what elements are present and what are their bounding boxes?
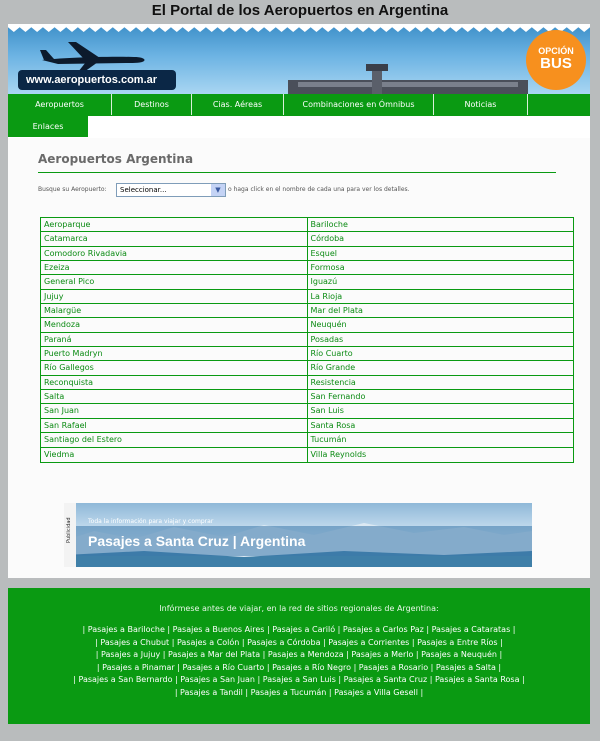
airport-terminal-icon (288, 64, 528, 94)
footer-link-line[interactable]: | Pasajes a Jujuy | Pasajes a Mar del Plata | Pasajes a Mendoza | Pasajes a Merlo | Pasajes a Neuquén | (95, 650, 503, 660)
ad-side-text: Publicidad (66, 517, 72, 543)
table-row (41, 290, 573, 304)
table-row (41, 347, 573, 361)
nav-item-cias-aereas[interactable]: Cias. Aéreas (192, 94, 284, 115)
airport-link[interactable]: Río Gallegos (41, 361, 308, 374)
footer-links (20, 624, 578, 700)
table-row (41, 218, 573, 232)
table-row (41, 448, 573, 462)
airport-link[interactable]: Río Cuarto (310, 349, 353, 359)
airport-link[interactable]: Posadas (310, 334, 344, 344)
title-divider (38, 172, 556, 173)
table-row (41, 261, 573, 275)
airport-link[interactable]: Río Grande (310, 363, 356, 373)
airport-link[interactable]: Mendoza (41, 318, 308, 331)
table-row (41, 361, 573, 375)
airport-link[interactable]: Viedma (41, 448, 308, 462)
footer-link-line[interactable]: | Pasajes a Chubut | Pasajes a Colón | Pasajes a Córdoba | Pasajes a Corrientes | Pasajes a Entre Ríos | (95, 637, 503, 647)
section-title: Aeropuertos Argentina (38, 152, 194, 166)
airport-link[interactable]: Esquel (310, 248, 338, 258)
table-row (41, 433, 573, 447)
airplane-icon (38, 38, 148, 74)
airport-link[interactable]: San Fernando (310, 392, 366, 402)
airport-select-value: Seleccionar... (120, 186, 167, 194)
airport-link[interactable]: Reconquista (41, 376, 308, 389)
nav-item-aeropuertos[interactable]: Aeropuertos (8, 94, 112, 115)
airport-link[interactable]: Mar del Plata (310, 306, 363, 316)
footer-link-line[interactable]: | Pasajes a Pinamar | Pasajes a Río Cuarto | Pasajes a Río Negro | Pasajes a Rosario | Pasajes a Salta | (96, 662, 502, 672)
airport-link[interactable]: Puerto Madryn (41, 347, 308, 360)
ad-side-label (64, 503, 76, 567)
airport-link[interactable]: Neuquén (310, 320, 347, 330)
airport-link[interactable]: Resistencia (310, 377, 356, 387)
airport-link[interactable]: Formosa (310, 263, 345, 273)
banner-zigzag-edge (8, 24, 590, 32)
footer-link-line[interactable]: | Pasajes a San Bernardo | Pasajes a San Juan | Pasajes a San Luis | Pasajes a Santa Cruz | Pasajes a Santa Rosa | (73, 675, 525, 685)
nav-item-noticias[interactable]: Noticias (434, 94, 528, 115)
airport-link[interactable]: Aeroparque (41, 218, 308, 231)
airport-link[interactable]: Iguazú (310, 277, 338, 287)
bus-option-badge[interactable] (526, 30, 586, 90)
airport-link[interactable]: Paraná (41, 333, 308, 346)
airport-link[interactable]: Salta (41, 390, 308, 403)
airport-link[interactable]: San Juan (41, 404, 308, 417)
search-hint: o haga click en el nombre de cada una para ver los detalles. (228, 186, 410, 193)
table-row (41, 419, 573, 433)
airport-link[interactable]: Santa Rosa (310, 420, 356, 430)
airport-link[interactable]: Jujuy (41, 290, 308, 303)
table-row (41, 404, 573, 418)
search-label: Busque su Aeropuerto: (38, 186, 107, 193)
bus-badge-bottom: BUS (540, 55, 572, 72)
site-url-badge[interactable]: www.aeropuertos.com.ar (18, 70, 176, 90)
airport-link[interactable]: Córdoba (310, 234, 345, 244)
nav-item-destinos[interactable]: Destinos (112, 94, 192, 115)
main-nav (8, 94, 590, 138)
nav-item-combinaciones[interactable]: Combinaciones en Ómnibus (284, 94, 434, 115)
airport-link[interactable]: Malargüe (41, 304, 308, 317)
footer-link-line[interactable]: | Pasajes a Tandil | Pasajes a Tucumán | Pasajes a Villa Gesell | (174, 687, 424, 697)
table-row (41, 376, 573, 390)
table-row (41, 275, 573, 289)
footer-link-line[interactable]: | Pasajes a Bariloche | Pasajes a Buenos Aires | Pasajes a Cariló | Pasajes a Carlos Paz | Pasajes a Cataratas | (82, 625, 516, 634)
table-row (41, 232, 573, 246)
table-row (41, 333, 573, 347)
airport-link[interactable]: Catamarca (41, 232, 308, 245)
page-title: El Portal de los Aeropuertos en Argentina (151, 2, 449, 19)
ad-title[interactable]: Pasajes a Santa Cruz | Argentina (88, 533, 306, 549)
airport-link[interactable]: San Luis (310, 406, 344, 416)
airport-select[interactable] (116, 183, 226, 197)
header-banner (8, 24, 590, 94)
footer-intro: Infórmese antes de viajar, en la red de sitios regionales de Argentina: (159, 604, 439, 613)
chevron-down-icon[interactable]: ▼ (211, 184, 225, 196)
airport-link[interactable]: San Rafael (41, 419, 308, 432)
airport-link[interactable]: La Rioja (310, 291, 343, 301)
airport-link[interactable]: General Pico (41, 275, 308, 288)
airport-link[interactable]: Ezeiza (41, 261, 308, 274)
ad-tagline: Toda la información para viajar y comprar (88, 518, 214, 525)
nav-second-row (8, 116, 590, 138)
bus-badge-top: OPCIÓN (538, 46, 574, 56)
table-row (41, 247, 573, 261)
airport-link[interactable]: Comodoro Rivadavia (41, 247, 308, 260)
airport-link[interactable]: Villa Reynolds (310, 449, 367, 459)
airport-link[interactable]: Tucumán (310, 435, 347, 445)
nav-item-enlaces[interactable]: Enlaces (8, 116, 88, 137)
airport-table (40, 217, 574, 463)
airport-link[interactable]: Santiago del Estero (41, 433, 308, 446)
table-row (41, 318, 573, 332)
table-row (41, 390, 573, 404)
table-row (41, 304, 573, 318)
airport-link[interactable]: Bariloche (310, 220, 348, 229)
